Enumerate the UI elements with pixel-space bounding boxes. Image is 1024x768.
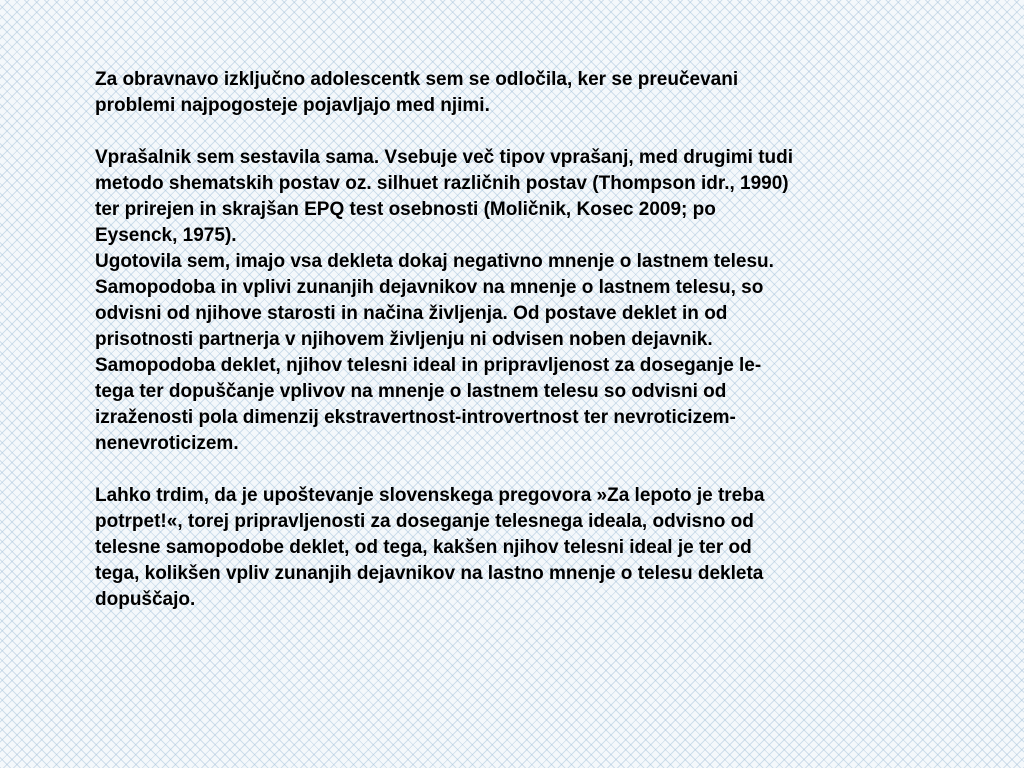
paragraph-conclusion: Lahko trdim, da je upoštevanje slovenskega pregovora »Za lepoto je treba potrpet!«, torej pripravljenosti za doseganje telesnega ideala, odvisno od telesne samopodobe deklet, od tega, kakšen njihov telesni ideal je ter od tega, kolikšen vpliv zunanjih dejavnikov na lastno mnenje o telesu dekleta dopuščajo. <box>95 485 765 610</box>
paragraph-spacer <box>95 457 945 483</box>
paragraph-spacer <box>95 119 945 145</box>
slide-text-block <box>95 67 945 613</box>
paragraph-questionnaire: Vprašalnik sem sestavila sama. Vsebuje več tipov vprašanj, med drugimi tudi metodo shematskih postav oz. silhuet različnih postav (Thompson idr., 1990) ter prirejen in skrajšan EPQ test osebnosti (Moličnik, Kosec 2009; po Eysenck, 1975). <box>95 147 794 246</box>
paragraph-adolescent-choice: Za obravnavo izključno adolescentk sem se odločila, ker se preučevani problemi najpogosteje pojavljajo med njimi. <box>95 69 739 116</box>
paragraph-findings: Ugotovila sem, imajo vsa dekleta dokaj negativno mnenje o lastnem telesu. Samopodoba in vplivi zunanjih dejavnikov na mnenje o lastnem telesu, so odvisni od njihove starosti in načina življenja. Od postave deklet in od prisotnosti partnerja v njihovem življenju ni odvisen noben dejavnik. Samopodoba deklet, njihov telesni ideal in pripravljenost za doseganje le- tega ter dopuščanje vplivov na mnenje o lastnem telesu so odvisni od izraženosti pola dimenzij ekstravertnost-introvertnost ter nevroticizem- nenevroticizem. <box>95 251 774 454</box>
